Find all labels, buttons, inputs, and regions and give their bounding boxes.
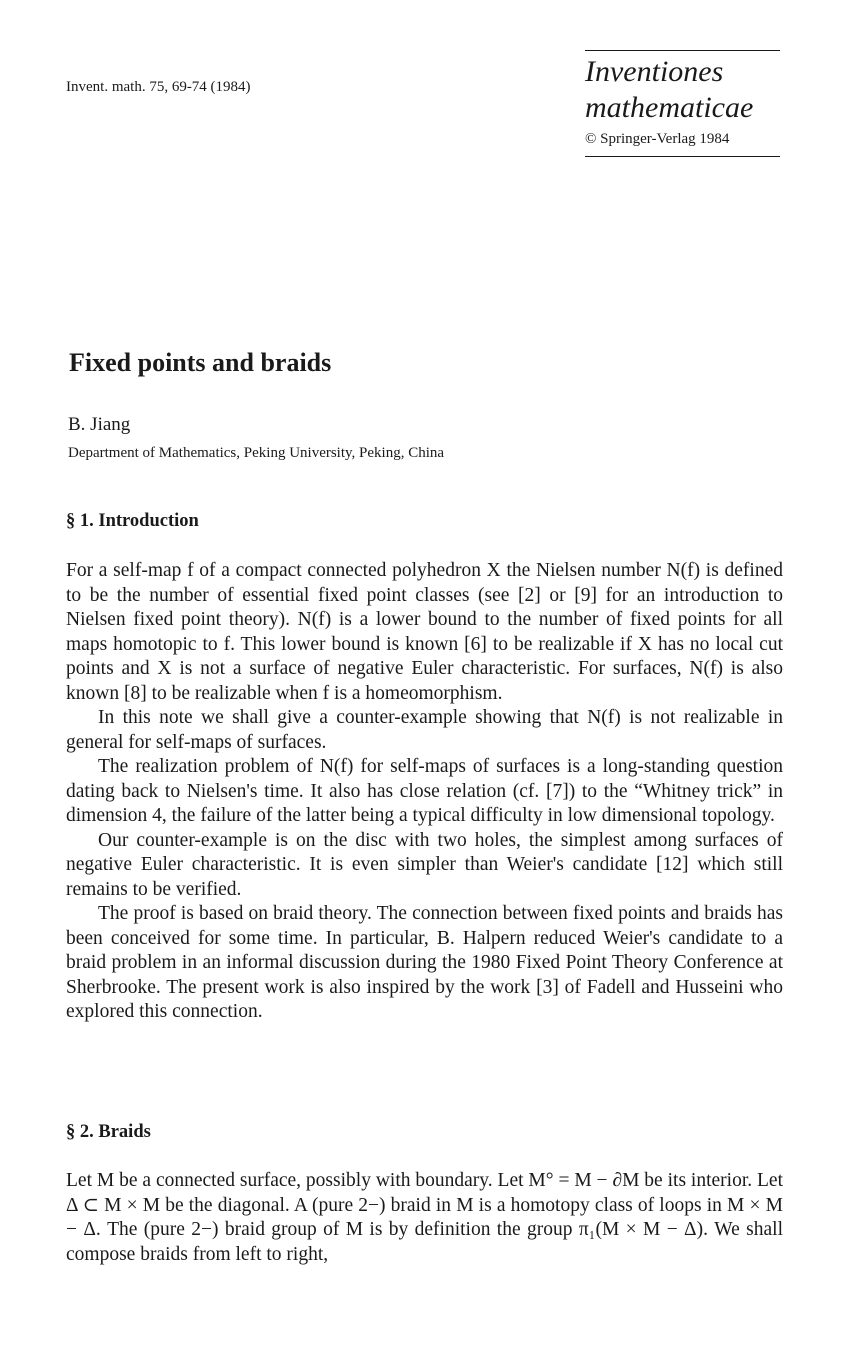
section-heading-introduction: § 1. Introduction: [66, 511, 199, 531]
masthead-top-rule: [585, 50, 780, 51]
paragraph: In this note we shall give a counter-example showing that N(f) is not realizable in general for self-maps of surfaces.: [66, 707, 783, 753]
section-heading-braids: § 2. Braids: [66, 1122, 151, 1142]
paragraph: Our counter-example is on the disc with two holes, the simplest among surfaces of negative Euler characteristic. It is even simpler than Weier's candidate [12] which still remains to be verified.: [66, 829, 783, 900]
paragraph: The realization problem of N(f) for self-maps of surfaces is a long-standing question dating back to Nielsen's time. It also has close relation (cf. [7]) to the “Whitney trick” in dimension 4, the failure of the latter being a typical difficulty in low dimensional topology.: [66, 756, 783, 826]
copyright: © Springer-Verlag 1984: [585, 131, 730, 147]
paragraph: The proof is based on braid theory. The connection between fixed points and braids has been conceived for some time. In particular, B. Halpern reduced Weier's candidate to a braid problem in an informal discussion during the 1980 Fixed Point Theory Conference at Sherbrooke. The present work is also inspired by the work [3] of Fadell and Husseini who explored this connection.: [66, 903, 783, 1022]
paragraph: For a self-map f of a compact connected polyhedron X the Nielsen number N(f) is defined to be the number of essential fixed point classes (see [2] or [9] for an introduction to Nielsen fixed point theory). N(f) is a lower bound to the number of fixed points for all maps homotopic to f. This lower bound is known [6] to be realizable if X has no local cut points and X is not a surface of negative Euler characteristic. For surfaces, N(f) is also known [8] to be realizable when f is a homeomorphism.: [66, 560, 783, 704]
paragraph: Let M be a connected surface, possibly with boundary. Let M° = M − ∂M be its interior. Let Δ ⊂ M × M be the diagonal. A (pure 2−) braid in M is a homotopy class of loops in M × M − Δ. The (pure 2−) braid group of M is by definition the group π₁(M × M − Δ). We shall compose braids from left to right,: [66, 1170, 783, 1265]
masthead-bottom-rule: [585, 156, 780, 157]
journal-masthead: [585, 50, 780, 157]
section-body-introduction: [66, 559, 783, 1025]
journal-name-line1: Inventiones: [585, 55, 724, 88]
paper-title: Fixed points and braids: [69, 348, 332, 377]
author: B. Jiang: [68, 414, 131, 435]
journal-name-line2: mathematicae: [585, 91, 754, 124]
citation: Invent. math. 75, 69-74 (1984): [66, 79, 251, 95]
section-body-braids: [66, 1169, 783, 1267]
affiliation: Department of Mathematics, Peking University, Peking, China: [68, 445, 445, 461]
